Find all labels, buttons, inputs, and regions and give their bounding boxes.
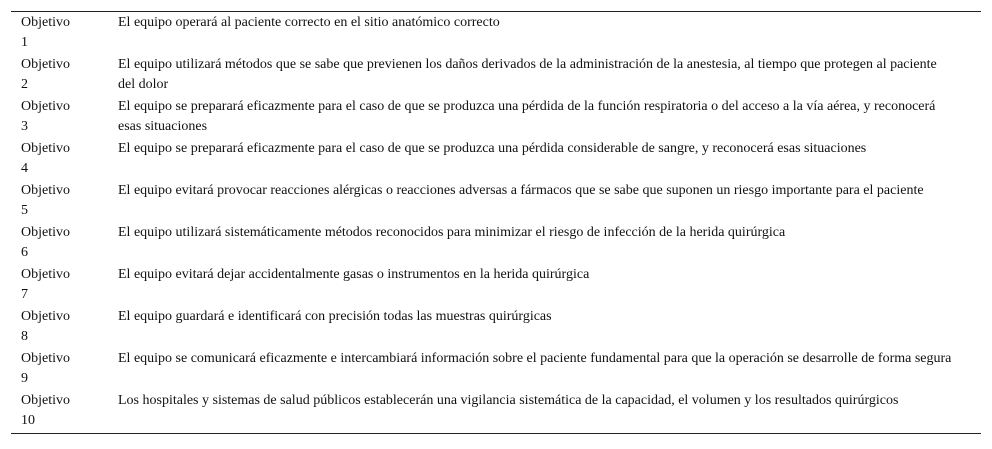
objective-text: El equipo evitará dejar accidentalmente gasas o instrumentos en la herida quirúrgica [118, 267, 590, 282]
objective-label-cell [11, 12, 118, 55]
objective-number: 9 [21, 371, 28, 386]
objective-label: Objetivo [21, 351, 70, 366]
objective-label-cell [11, 139, 118, 181]
objective-text: El equipo se comunicará eficazmente e intercambiará información sobre el paciente fundamental para que la operación se desarrolle de forma segura [118, 351, 952, 366]
objective-number: 4 [21, 161, 28, 176]
table-row [11, 349, 981, 391]
table-row [11, 307, 981, 349]
objective-number: 5 [21, 203, 28, 218]
table-row [11, 265, 981, 307]
objective-label: Objetivo [21, 15, 70, 30]
objective-label: Objetivo [21, 309, 70, 324]
objective-number: 2 [21, 77, 28, 92]
objective-number: 3 [21, 119, 28, 134]
table-row [11, 97, 981, 139]
objective-number: 1 [21, 35, 28, 50]
objective-text: El equipo se preparará eficazmente para el caso de que se produzca una pérdida de la función respiratoria o del acceso a la vía aérea, y reconocerá esas situaciones [118, 99, 936, 134]
objective-label-cell [11, 265, 118, 307]
objective-text: El equipo guardará e identificará con precisión todas las muestras quirúrgicas [118, 309, 552, 324]
objective-label: Objetivo [21, 57, 70, 72]
table-row [11, 55, 981, 97]
table-row [11, 12, 981, 55]
table-row [11, 181, 981, 223]
objective-label: Objetivo [21, 141, 70, 156]
objectives-table [11, 12, 981, 433]
objective-text: El equipo utilizará métodos que se sabe que previenen los daños derivados de la administración de la anestesia, al tiempo que protegen al paciente del dolor [118, 57, 937, 92]
objective-text: Los hospitales y sistemas de salud públicos establecerán una vigilancia sistemática de la capacidad, el volumen y los resultados quirúrgicos [118, 393, 899, 408]
table-row [11, 391, 981, 433]
objectives-table-container [11, 11, 981, 434]
objective-number: 7 [21, 287, 28, 302]
objective-label-cell [11, 97, 118, 139]
objective-label-cell [11, 349, 118, 391]
objective-number: 10 [21, 413, 35, 428]
objective-number: 8 [21, 329, 28, 344]
objective-label: Objetivo [21, 267, 70, 282]
objective-text: El equipo operará al paciente correcto en el sitio anatómico correcto [118, 15, 500, 30]
table-row [11, 139, 981, 181]
objective-label-cell [11, 391, 118, 433]
objective-label-cell [11, 181, 118, 223]
objective-text: El equipo se preparará eficazmente para el caso de que se produzca una pérdida considerable de sangre, y reconocerá esas situaciones [118, 141, 867, 156]
objective-number: 6 [21, 245, 28, 260]
objective-label: Objetivo [21, 183, 70, 198]
objective-text: El equipo evitará provocar reacciones alérgicas o reacciones adversas a fármacos que se sabe que suponen un riesgo importante para el paciente [118, 183, 924, 198]
objective-label: Objetivo [21, 225, 70, 240]
objective-label-cell [11, 223, 118, 265]
objective-label-cell [11, 55, 118, 97]
objective-label-cell [11, 307, 118, 349]
table-row [11, 223, 981, 265]
objective-text: El equipo utilizará sistemáticamente métodos reconocidos para minimizar el riesgo de infección de la herida quirúrgica [118, 225, 786, 240]
objective-label: Objetivo [21, 99, 70, 114]
objective-label: Objetivo [21, 393, 70, 408]
